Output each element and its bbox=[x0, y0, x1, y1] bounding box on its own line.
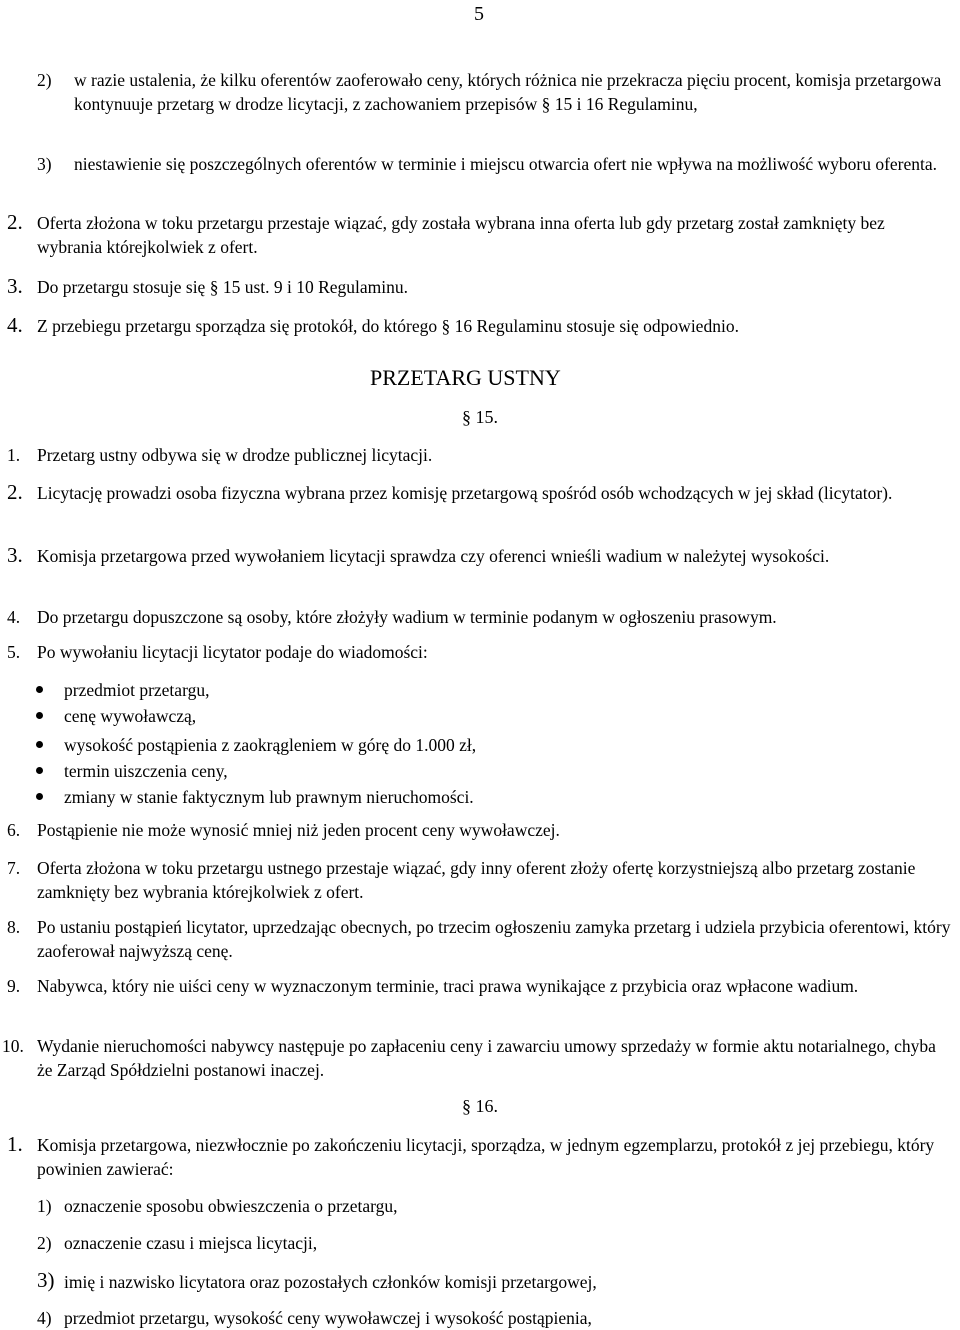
list-item: cenę wywoławczą, bbox=[64, 706, 197, 726]
paragraph-number: 3. bbox=[7, 274, 23, 298]
paragraph-number: 2. bbox=[7, 210, 23, 234]
paragraph-text: Komisja przetargowa przed wywołaniem licytacji sprawdza czy oferenci wnieśli wadium w należytej wysokości. bbox=[37, 546, 830, 566]
item-number: 4) bbox=[37, 1308, 52, 1328]
paragraph-text: Do przetargu stosuje się § 15 ust. 9 i 10 Regulaminu. bbox=[37, 277, 409, 297]
paragraph-label: § 16. bbox=[462, 1096, 498, 1116]
item-text: niestawienie się poszczególnych oferentów w terminie i miejscu otwarcia ofert nie wpływa na możliwość wyboru oferenta. bbox=[74, 154, 938, 174]
item-text: przedmiot przetargu, wysokość ceny wywoławczej i wysokość postąpienia, bbox=[64, 1308, 592, 1328]
bullet-icon bbox=[36, 767, 43, 774]
paragraph-text: Z przebiegu przetargu sporządza się protokół, do którego § 16 Regulaminu stosuje się odpowiednio. bbox=[37, 316, 739, 336]
item-number: 2) bbox=[37, 1233, 52, 1253]
paragraph-number: 4. bbox=[7, 607, 21, 627]
paragraph-number: 2. bbox=[7, 480, 23, 504]
paragraph-text: Po ustaniu postąpień licytator, uprzedzając obecnych, po trzecim ogłoszeniu zamyka przetarg i udziela przybicia oferentowi, który zaoferował najwyższą cenę. bbox=[37, 917, 951, 961]
item-number: 1) bbox=[37, 1196, 52, 1216]
paragraph-number: 9. bbox=[7, 976, 21, 996]
paragraph-text: Wydanie nieruchomości nabywcy następuje po zapłaceniu ceny i zawarciu umowy sprzedaży w formie aktu notarialnego, chyba że Zarząd Spółdzielni postanowi inaczej. bbox=[37, 1036, 936, 1080]
item-text: oznaczenie sposobu obwieszczenia o przetargu, bbox=[64, 1196, 398, 1216]
paragraph-text: Postąpienie nie może wynosić mniej niż jeden procent ceny wywoławczej. bbox=[37, 820, 560, 840]
item-text: oznaczenie czasu i miejsca licytacji, bbox=[64, 1233, 318, 1253]
item-text: w razie ustalenia, że kilku oferentów zaoferowało ceny, których różnica nie przekracza pięciu procent, komisja przetargowa kontynuuje przetarg w drodze licytacji, z zachowaniem przepisów § 15 i 16 Regulaminu, bbox=[74, 70, 942, 114]
list-item: termin uiszczenia ceny, bbox=[64, 761, 228, 781]
list-item: zmiany w stanie faktycznym lub prawnym nieruchomości. bbox=[64, 787, 474, 807]
paragraph-number: 8. bbox=[7, 917, 21, 937]
paragraph-number: 7. bbox=[7, 858, 21, 878]
paragraph-text: Oferta złożona w toku przetargu ustnego przestaje wiązać, gdy inny oferent złoży ofertę korzystniejszą albo przetarg zostanie zamknięty bez wybrania którejkolwiek z ofert. bbox=[37, 858, 916, 902]
paragraph-number: 3. bbox=[7, 543, 23, 567]
bullet-icon bbox=[36, 741, 43, 748]
paragraph-text: Licytację prowadzi osoba fizyczna wybrana przez komisję przetargową spośród osób wchodzących w jej skład (licytator). bbox=[37, 483, 893, 503]
bullet-icon bbox=[36, 686, 43, 693]
paragraph-number: 5. bbox=[7, 642, 21, 662]
section-title: PRZETARG USTNY bbox=[370, 365, 561, 390]
list-item: wysokość postąpienia z zaokrągleniem w górę do 1.000 zł, bbox=[64, 735, 477, 755]
paragraph-text: Komisja przetargowa, niezwłocznie po zakończeniu licytacji, sporządza, w jednym egzemplarzu, protokół z jej przebiegu, który powinien zawierać: bbox=[37, 1135, 935, 1179]
item-number: 3) bbox=[37, 154, 52, 174]
list-item: przedmiot przetargu, bbox=[64, 680, 210, 700]
item-text: imię i nazwisko licytatora oraz pozostałych członków komisji przetargowej, bbox=[64, 1272, 597, 1292]
item-number: 3) bbox=[37, 1268, 55, 1292]
paragraph-number: 6. bbox=[7, 820, 21, 840]
bullet-icon bbox=[36, 793, 43, 800]
paragraph-text: Oferta złożona w toku przetargu przestaje wiązać, gdy została wybrana inna oferta lub gdy przetarg został zamknięty bez wybrania którejkolwiek z ofert. bbox=[37, 213, 885, 257]
paragraph-number: 1. bbox=[7, 1132, 23, 1156]
paragraph-label: § 15. bbox=[462, 407, 498, 427]
paragraph-text: Przetarg ustny odbywa się w drodze publicznej licytacji. bbox=[37, 445, 433, 465]
paragraph-number: 1. bbox=[7, 445, 21, 465]
paragraph-number: 4. bbox=[7, 313, 23, 337]
bullet-icon bbox=[36, 712, 43, 719]
paragraph-number: 10. bbox=[2, 1036, 24, 1056]
item-number: 2) bbox=[37, 70, 52, 90]
page-number: 5 bbox=[474, 3, 484, 25]
paragraph-text: Po wywołaniu licytacji licytator podaje do wiadomości: bbox=[37, 642, 428, 662]
paragraph-text: Do przetargu dopuszczone są osoby, które złożyły wadium w terminie podanym w ogłoszeniu prasowym. bbox=[37, 607, 777, 627]
paragraph-text: Nabywca, który nie uiści ceny w wyznaczonym terminie, traci prawa wynikające z przybicia oraz wpłacone wadium. bbox=[37, 976, 859, 996]
